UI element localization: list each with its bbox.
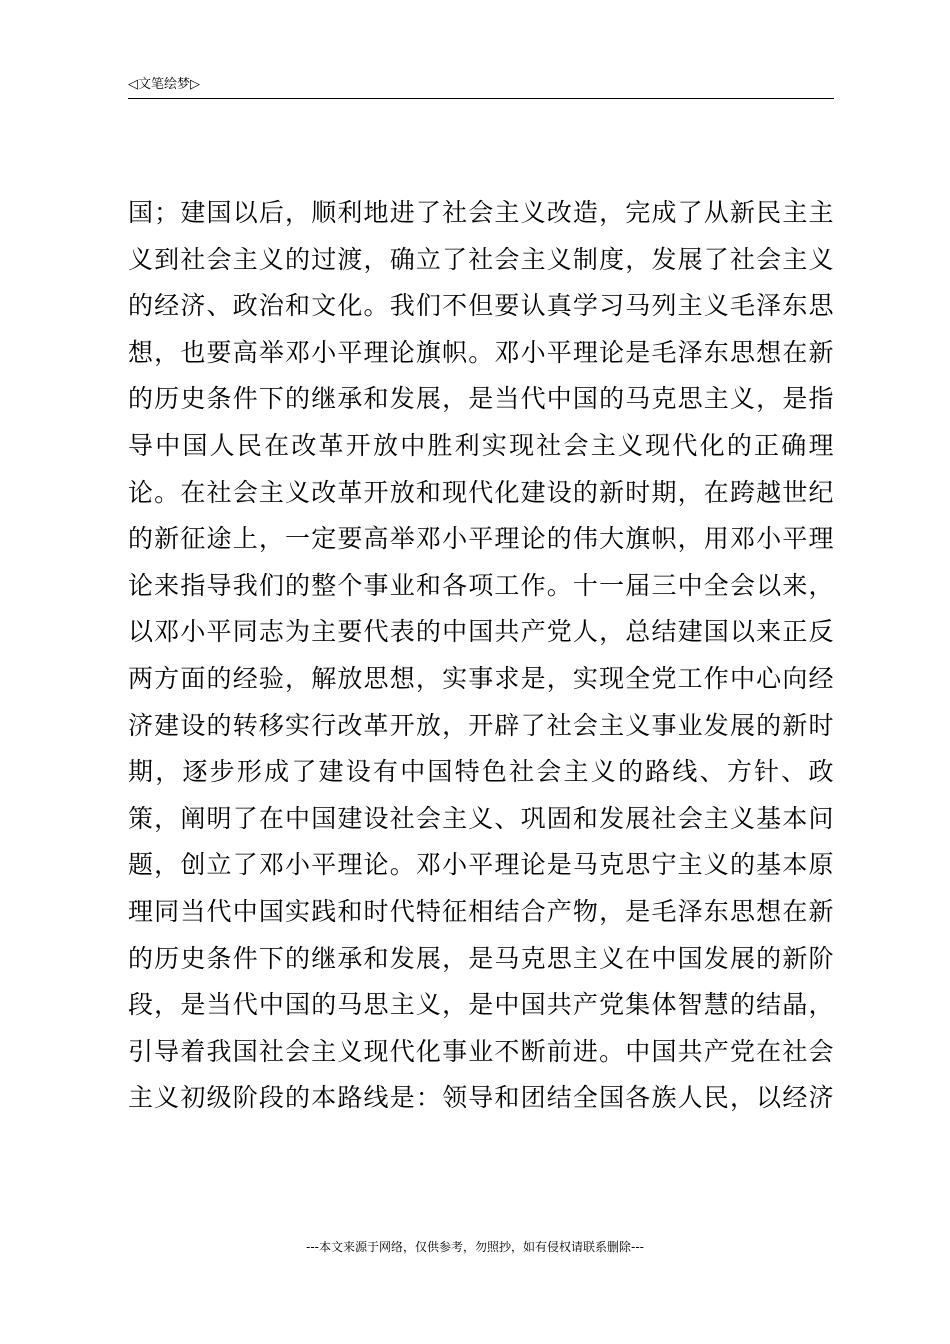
- header-title: ◁文笔绘梦▷: [128, 77, 200, 92]
- body-line: 论来指导我们的整个事业和各项工作。十一届三中全会以来，: [128, 570, 834, 600]
- body-line: 的经济、政治和文化。我们不但要认真学习马列主义毛泽东思: [128, 291, 834, 321]
- page-header: [128, 76, 834, 99]
- body-line: 想，也要高举邓小平理论旗帜。邓小平理论是毛泽东思想在新: [128, 337, 834, 367]
- body-line: 论。在社会主义改革开放和现代化建设的新时期，在跨越世纪: [128, 477, 834, 507]
- body-line: 的新征途上，一定要高举邓小平理论的伟大旗帜，用邓小平理: [128, 524, 834, 554]
- body-line: 期，逐步形成了建设有中国特色社会主义的路线、方针、政: [128, 757, 834, 787]
- body-line: 策，阐明了在中国建设社会主义、巩固和发展社会主义基本问: [128, 803, 834, 833]
- body-line: 的历史条件下的继承和发展，是当代中国的马克思主义，是指: [128, 384, 834, 414]
- document-body: [128, 190, 834, 1122]
- body-line: 段，是当代中国的马思主义，是中国共产党集体智慧的结晶，: [128, 990, 834, 1020]
- body-line: 国；建国以后，顺利地进了社会主义改造，完成了从新民主主: [128, 198, 834, 227]
- body-line: 题，创立了邓小平理论。邓小平理论是马克思宁主义的基本原: [128, 850, 834, 880]
- body-line: 引导着我国社会主义现代化事业不断前进。中国共产党在社会: [128, 1036, 834, 1066]
- body-line: 两方面的经验，解放思想，实事求是，实现全党工作中心向经: [128, 663, 834, 693]
- body-line: 的历史条件下的继承和发展，是马克思主义在中国发展的新阶: [128, 943, 834, 973]
- body-line: 理同当代中国实践和时代特征相结合产物，是毛泽东思想在新: [128, 896, 834, 926]
- body-line: 导中国人民在改革开放中胜利实现社会主义现代化的正确理: [128, 430, 834, 460]
- body-line: 以邓小平同志为主要代表的中国共产党人，总结建国以来正反: [128, 617, 834, 647]
- body-line: 主义初级阶段的本路线是：领导和团结全国各族人民，以经济: [128, 1083, 834, 1113]
- page-footer: ---本文来源于网络，仅供参考，勿照抄，如有侵权请联系删除---: [306, 1240, 644, 1254]
- body-line: 济建设的转移实行改革开放，开辟了社会主义事业发展的新时: [128, 710, 834, 740]
- body-line: 义到社会主义的过渡，确立了社会主义制度，发展了社会主义: [128, 244, 834, 274]
